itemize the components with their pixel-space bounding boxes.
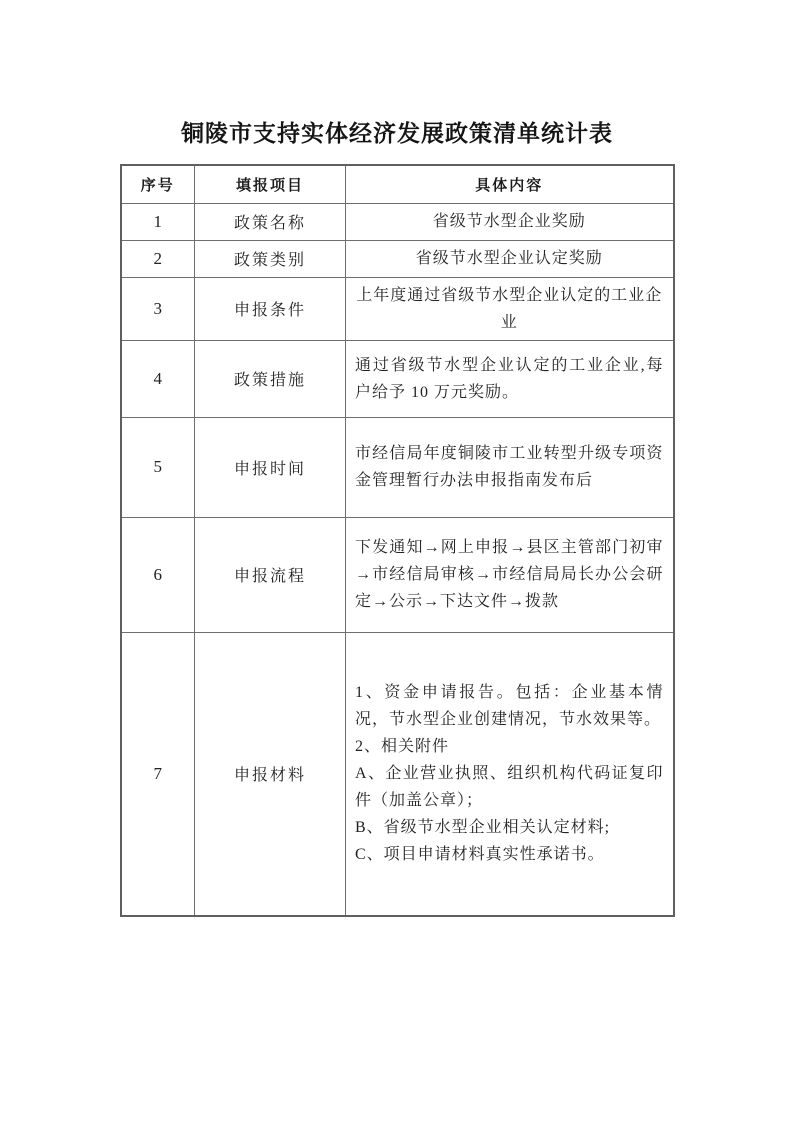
row-serial-number: 6 bbox=[121, 517, 195, 632]
table-body bbox=[121, 203, 674, 916]
header-serial-number: 序号 bbox=[121, 165, 195, 203]
header-filing-item: 填报项目 bbox=[195, 165, 346, 203]
content-line: 省级节水型企业奖励 bbox=[432, 213, 586, 230]
table-row bbox=[121, 632, 674, 916]
row-specific-content bbox=[346, 277, 674, 340]
row-filing-item: 政策措施 bbox=[195, 340, 346, 417]
table-row bbox=[121, 203, 674, 240]
table-row bbox=[121, 240, 674, 277]
row-serial-number: 3 bbox=[121, 277, 195, 340]
row-filing-item: 申报流程 bbox=[195, 517, 346, 632]
row-filing-item: 政策名称 bbox=[195, 203, 346, 240]
row-serial-number: 2 bbox=[121, 240, 195, 277]
content-line: A、企业营业执照、组织机构代码证复印件（加盖公章）； bbox=[355, 765, 664, 810]
content-line: B、省级节水型企业相关认定材料; bbox=[355, 819, 611, 837]
row-specific-content bbox=[346, 240, 674, 277]
content-line: 2、相关附件 bbox=[355, 738, 450, 756]
table-row bbox=[121, 417, 674, 517]
header-specific-content: 具体内容 bbox=[346, 165, 674, 203]
content-line: 市经信局年度铜陵市工业转型升级专项资金管理暂行办法申报指南发布后 bbox=[355, 445, 664, 489]
table-row bbox=[121, 340, 674, 417]
content-line: 通过省级节水型企业认定的工业企业,每户给予 10 万元奖励。 bbox=[355, 356, 664, 401]
table-row bbox=[121, 517, 674, 632]
row-filing-item: 申报材料 bbox=[195, 632, 346, 916]
row-specific-content bbox=[346, 417, 674, 517]
policy-table bbox=[120, 164, 675, 917]
header-row bbox=[121, 165, 674, 203]
row-filing-item: 政策类别 bbox=[195, 240, 346, 277]
row-serial-number: 7 bbox=[121, 632, 195, 916]
table-row bbox=[121, 277, 674, 340]
content-line: 下发通知→网上申报→县区主管部门初审→市经信局审核→市经信局局长办公会研定→公示→下达文件→拨款 bbox=[355, 539, 664, 610]
row-serial-number: 4 bbox=[121, 340, 195, 417]
table-header bbox=[121, 165, 674, 203]
content-line: C、项目申请材料真实性承诺书。 bbox=[355, 846, 605, 864]
row-filing-item: 申报条件 bbox=[195, 277, 346, 340]
row-specific-content bbox=[346, 340, 674, 417]
row-serial-number: 5 bbox=[121, 417, 195, 517]
row-serial-number: 1 bbox=[121, 203, 195, 240]
content-line: 上年度通过省级节水型企业认定的工业企业 bbox=[356, 286, 663, 331]
content-line: 1、资金申请报告。包括：企业基本情况，节水型企业创建情况，节水效果等。 bbox=[355, 684, 664, 729]
row-specific-content bbox=[346, 517, 674, 632]
content-line: 省级节水型企业认定奖励 bbox=[415, 250, 603, 267]
row-filing-item: 申报时间 bbox=[195, 417, 346, 517]
row-specific-content bbox=[346, 203, 674, 240]
page-title: 铜陵市支持实体经济发展政策清单统计表 bbox=[181, 121, 613, 146]
row-specific-content bbox=[346, 632, 674, 916]
